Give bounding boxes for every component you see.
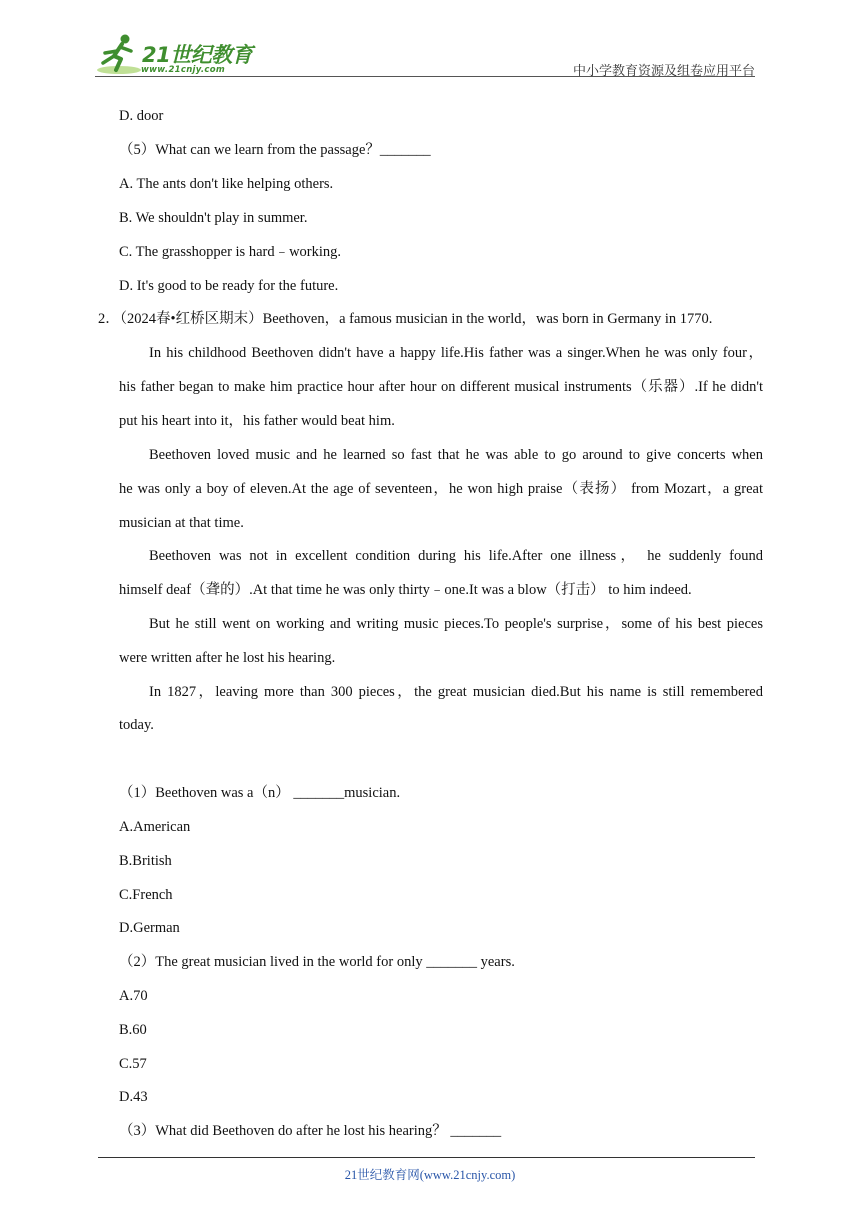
q1-sub5-option-a: A. The ants don't like helping others. xyxy=(119,176,334,192)
q2-passage-line-8: himself deaf（聋的）.At that time he was only thirty﹣one.It was a blow（打击） to him indeed. xyxy=(119,582,692,598)
q2-sub2-question: （2）The great musician lived in the world for only _______ years. xyxy=(119,954,515,970)
q2-sub1-option-b: B.British xyxy=(119,853,172,869)
q2-sub2-option-c: C.57 xyxy=(119,1056,147,1072)
header-divider xyxy=(95,76,755,77)
q2-passage-line-12: today. xyxy=(119,717,154,733)
q2-passage-line-5: he was only a boy of eleven.At the age of seventeen，he won high praise（表扬） from Mozart，a great xyxy=(119,481,763,497)
q1-sub5-option-d: D. It's good to be ready for the future. xyxy=(119,278,339,294)
q2-sub2-option-a: A.70 xyxy=(119,988,148,1004)
footer-link[interactable]: 21世纪教育网(www.21cnjy.com) xyxy=(344,1168,516,1182)
q2-passage-line-2: his father began to make him practice hour after hour on different musical instruments（乐器）.If he didn't xyxy=(119,379,763,395)
q2-sub1-question: （1）Beethoven was a（n） _______musician. xyxy=(119,785,401,801)
q2-sub1-option-d: D.German xyxy=(119,920,180,936)
site-name: 中小学教育资源及组卷应用平台 xyxy=(572,63,755,78)
q2-passage-line-9: But he still went on working and writing music pieces.To people's surprise，some of his best pieces xyxy=(149,616,763,632)
site-logo[interactable] xyxy=(95,32,265,76)
q2-passage-line-6: musician at that time. xyxy=(119,515,244,531)
q2-sub3-question: （3）What did Beethoven do after he lost his hearing？ _______ xyxy=(119,1123,502,1139)
q2-passage-line-10: were written after he lost his hearing. xyxy=(119,650,336,666)
q2-passage-line-11: In 1827，leaving more than 300 pieces，the great musician died.But his name is still remembered xyxy=(149,684,763,700)
q1-option-d-prev: D. door xyxy=(119,108,164,124)
q2-passage-line-4: Beethoven loved music and he learned so fast that he was able to go around to give concerts when xyxy=(149,447,763,463)
runner-logo-icon xyxy=(95,32,143,76)
q2-intro: 2．（2024春•红桥区期末）Beethoven，a famous musician in the world，was born in Germany in 1770. xyxy=(98,311,713,327)
q2-passage-line-7: Beethoven was not in excellent condition during his life.After one illness， he suddenly found xyxy=(149,548,763,564)
q1-sub5-question: （5）What can we learn from the passage？_______ xyxy=(119,142,431,158)
page-header xyxy=(95,32,755,78)
q2-passage-line-1: In his childhood Beethoven didn't have a happy life.His father was a singer.When he was only four， xyxy=(149,345,763,361)
q2-sub1-option-c: C.French xyxy=(119,887,173,903)
q2-sub2-option-d: D.43 xyxy=(119,1089,148,1105)
q2-sub1-option-a: A.American xyxy=(119,819,191,835)
q1-sub5-option-b: B. We shouldn't play in summer. xyxy=(119,210,308,226)
q1-sub5-option-c: C. The grasshopper is hard﹣working. xyxy=(119,244,342,260)
q2-passage-line-3: put his heart into it，his father would beat him. xyxy=(119,413,395,429)
logo-text: 21世纪教育 xyxy=(142,43,253,67)
q2-sub2-option-b: B.60 xyxy=(119,1022,147,1038)
footer-divider xyxy=(98,1157,755,1158)
logo-url: www.21cnjy.com xyxy=(141,65,225,75)
